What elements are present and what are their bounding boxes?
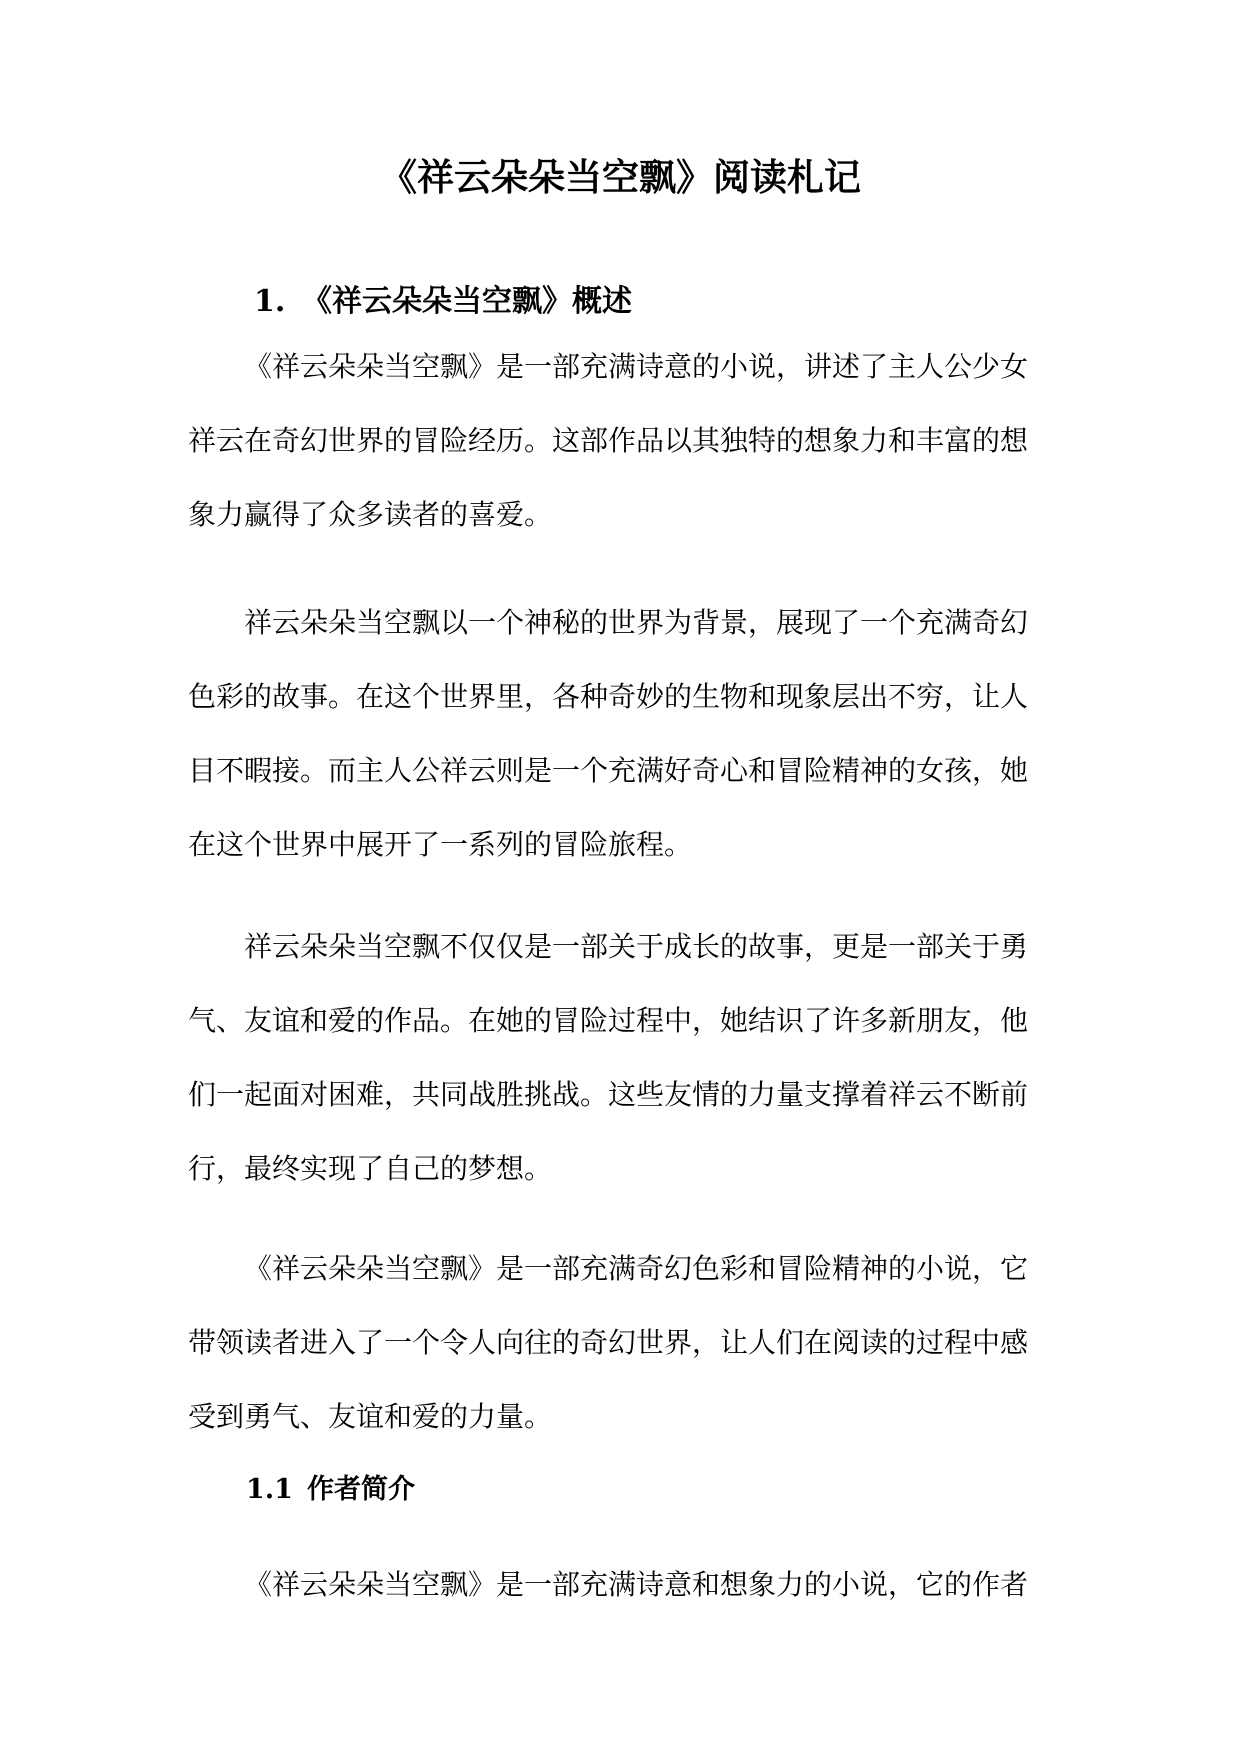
paragraph-line: 象力赢得了众多读者的喜爱。 [188,498,553,531]
document-title: 《祥云朵朵当空飘》阅读札记 [380,155,861,199]
paragraph-line: 《祥云朵朵当空飘》是一部充满奇幻色彩和冒险精神的小说，它 [244,1252,1029,1285]
paragraph [188,330,1048,552]
subsection-number: 1.1 [246,1474,293,1505]
subsection-heading-text: 作者简介 [306,1474,415,1505]
paragraph [188,1548,1048,1622]
paragraph-line: 色彩的故事。在这个世界里，各种奇妙的生物和现象层出不穷，让人 [188,680,1029,713]
paragraph-line: 们一起面对困难，共同战胜挑战。这些友情的力量支撑着祥云不断前 [188,1078,1029,1111]
paragraph-line: 祥云在奇幻世界的冒险经历。这部作品以其独特的想象力和丰富的想 [188,424,1029,457]
paragraph-line: 带领读者进入了一个令人向往的奇幻世界，让人们在阅读的过程中感 [188,1326,1029,1359]
paragraph-line: 祥云朵朵当空飘不仅仅是一部关于成长的故事，更是一部关于勇 [244,930,1029,963]
paragraph-line: 祥云朵朵当空飘以一个神秘的世界为背景，展现了一个充满奇幻 [244,606,1029,639]
paragraph-line: 目不暇接。而主人公祥云则是一个充满好奇心和冒险精神的女孩，她 [188,754,1029,787]
paragraph [188,586,1048,882]
paragraph-line: 《祥云朵朵当空飘》是一部充满诗意的小说，讲述了主人公少女 [244,350,1029,383]
subsection-heading [246,1472,415,1508]
paragraph-line: 《祥云朵朵当空飘》是一部充满诗意和想象力的小说，它的作者 [244,1568,1029,1601]
section-number: 1. [254,284,286,319]
section-heading-text: 《祥云朵朵当空飘》概述 [302,284,632,319]
paragraph [188,910,1048,1206]
paragraph-line: 在这个世界中展开了一系列的冒险旅程。 [188,828,693,861]
section-heading [254,282,632,322]
paragraph-line: 受到勇气、友谊和爱的力量。 [188,1400,553,1433]
paragraph-line: 行，最终实现了自己的梦想。 [188,1152,553,1185]
paragraph [188,1232,1048,1454]
paragraph-line: 气、友谊和爱的作品。在她的冒险过程中，她结识了许多新朋友，他 [188,1004,1029,1037]
